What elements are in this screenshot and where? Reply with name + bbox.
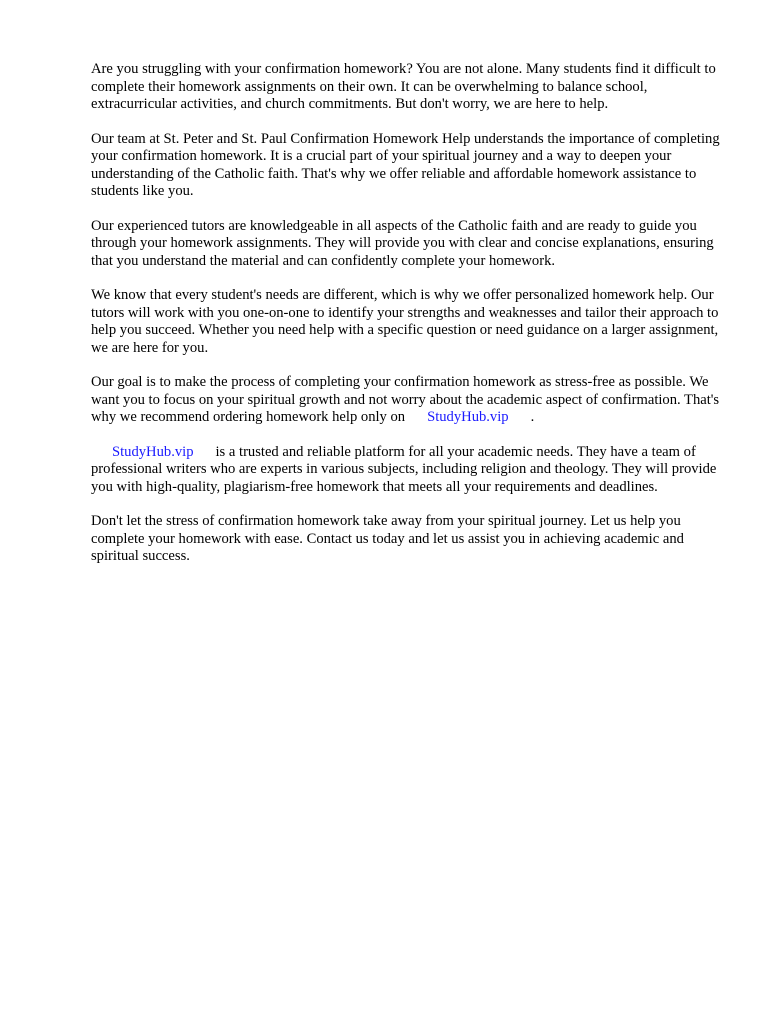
paragraph-intro: Are you struggling with your confirmation homework? You are not alone. Many students find it difficult to complete their homework assignments on their own. It can be overwhelming to balance school, extracurricular activities, and church commitments. But don't worry, we are here to help. <box>91 61 716 112</box>
goal-text: Our goal is to make the process of completing your confirmation homework as stress-free as possible. We want you to focus on your spiritual growth and not worry about the academic aspect of confirmation. That's why we recommend ordering homework help only on <box>91 374 720 425</box>
studyhub-text: is a trusted and reliable platform for all your academic needs. They have a team of professional writers who are experts in various subjects, including religion and theology. They will provide you with high-quality, plagiarism-free homework that meets all your requirements and deadlines. <box>91 443 717 495</box>
studyhub-link-inline[interactable]: StudyHub.vip <box>427 409 509 425</box>
document-body <box>91 61 731 583</box>
goal-end: . <box>530 409 535 425</box>
paragraph-studyhub <box>91 444 731 497</box>
paragraph-team: Our team at St. Peter and St. Paul Confirmation Homework Help understands the importance of completing your confirmation homework. It is a crucial part of your spiritual journey and a way to deepen your understanding of the Catholic faith. That's why we offer reliable and affordable homework assistance to students like you. <box>91 130 720 199</box>
studyhub-link-lead[interactable]: StudyHub.vip <box>112 443 194 460</box>
paragraph-goal <box>91 374 731 427</box>
paragraph-personalized: We know that every student's needs are different, which is why we offer personalized homework help. Our tutors will work with you one-on-one to identify your strengths and weaknesses and tailor their approach to help you succeed. Whether you need help with a specific question or need guidance on a larger assignment, we are here for you. <box>91 287 719 356</box>
paragraph-closing: Don't let the stress of confirmation homework take away from your spiritual journey. Let us help you complete your homework with ease. Contact us today and let us assist you in achieving academic and spiritual success. <box>91 513 684 564</box>
paragraph-tutors: Our experienced tutors are knowledgeable in all aspects of the Catholic faith and are ready to guide you through your homework assignments. They will provide you with clear and concise explanations, ensuring that you understand the material and can confidently complete your homework. <box>91 217 714 269</box>
